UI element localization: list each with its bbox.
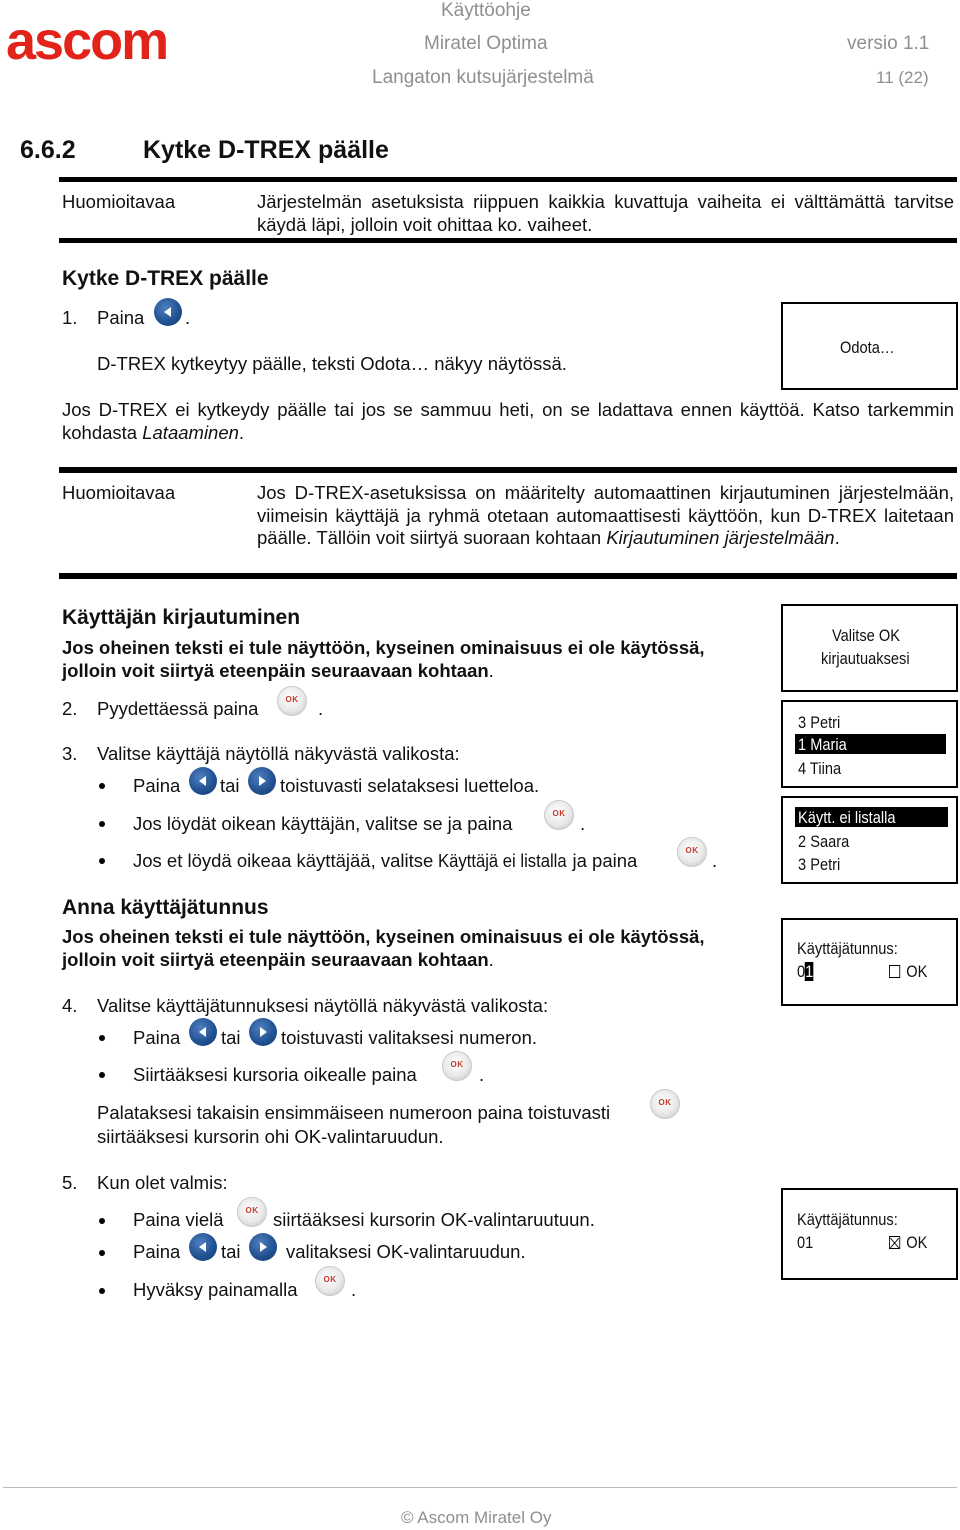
step1-number: 1. (62, 307, 78, 328)
screen-wait-text: Odota… (840, 338, 895, 357)
screen-userid2-ok-label: OK (906, 1233, 928, 1252)
login-b1-pre: Paina (133, 775, 181, 796)
checkbox-empty-icon (889, 965, 900, 978)
screen-userid-cursor: 1 (805, 962, 814, 981)
bullet (99, 783, 105, 789)
c3-text: Hyväksy painamalla (133, 1279, 298, 1300)
step3-number: 3. (62, 743, 78, 764)
step2-text: Pyydettäessä paina (97, 698, 259, 719)
userid-b2-text: Siirtääksesi kursoria oikealle paina (133, 1064, 417, 1085)
note2-label: Huomioitavaa (62, 482, 176, 503)
userid-b1-post: toistuvasti valitaksesi numeron. (281, 1027, 538, 1048)
login-b3-end: . (712, 850, 718, 871)
step1-desc-code: Odota… (360, 353, 430, 374)
note2-top-rule (59, 467, 957, 473)
ok-key-icon: OK (237, 1197, 267, 1227)
step1-description (97, 353, 567, 376)
login-b3-code: Käyttäjä ei listalla (438, 850, 568, 871)
charge-paragraph-text: Jos D-TREX ei kytkeydy päälle tai jos se sammuu heti, on se ladattava ennen käyttöä. Katso tarkemmin kohdasta (62, 399, 954, 443)
c2-pre: Paina (133, 1241, 181, 1262)
section-title: Kytke D-TREX päälle (143, 136, 389, 164)
step1-desc-post: näkyy näytössä. (434, 353, 567, 374)
userid-heading: Anna käyttäjätunnus (62, 896, 269, 919)
checkbox-checked-icon (889, 1236, 900, 1249)
charge-paragraph (62, 399, 954, 444)
back-line1: Palataksesi takaisin ensimmäiseen numeroon paina toistuvasti (97, 1102, 611, 1123)
step1-desc-pre: D-TREX kytkeytyy päälle, teksti (97, 353, 356, 374)
footer-copyright: © Ascom Miratel Oy (401, 1508, 552, 1527)
screen-users-item: 4 Tiina (798, 759, 842, 778)
screen-userid-entry (781, 918, 958, 1006)
ok-key-icon: OK (315, 1266, 345, 1296)
login-b1-post: toistuvasti selataksesi luetteloa. (280, 775, 540, 796)
step4-number: 4. (62, 995, 78, 1016)
screen-users2-item: 2 Saara (798, 832, 850, 851)
screen-userid2-label: Käyttäjätunnus: (797, 1210, 898, 1229)
login-info (62, 637, 762, 682)
bullet (99, 821, 105, 827)
c1-post-pre: siirtääksesi kursorin (273, 1209, 436, 1230)
login-b1-mid: tai (220, 775, 240, 796)
right-arrow-key-icon (248, 767, 276, 795)
step1-end: . (185, 307, 191, 328)
step3-text: Valitse käyttäjä näytöllä näkyvästä valikosta: (97, 743, 460, 764)
note1-top-rule (59, 177, 957, 182)
ok-key-icon: OK (544, 800, 574, 830)
c1-code: OK (440, 1209, 468, 1230)
note1-label: Huomioitavaa (62, 191, 176, 212)
doc-subtitle: Langaton kutsujärjestelmä (372, 67, 594, 88)
screen-userid-value (797, 960, 813, 983)
userid-info-text: Jos oheinen teksti ei tule näyttöön, kyseinen ominaisuus ei ole käytössä, jolloin voit siirtyä eteenpäin seuraavaan kohtaan (62, 926, 705, 970)
login-link[interactable]: Kirjautuminen järjestelmään (606, 527, 835, 548)
c2-post-pre: valitaksesi (286, 1241, 372, 1262)
bullet (99, 1035, 105, 1041)
step2-end: . (318, 698, 324, 719)
userid-b2-end: . (479, 1064, 485, 1085)
note2-text-end: . (834, 527, 840, 548)
screen-users-selected (795, 734, 946, 754)
screen-userid-confirm (781, 1188, 958, 1280)
screen-userid2-value: 01 (797, 1233, 814, 1252)
ok-key-icon: OK (650, 1089, 680, 1119)
back-line2 (97, 1126, 444, 1149)
c1-post-end: -valintaruutuun. (467, 1209, 595, 1230)
screen-userid-label: Käyttäjätunnus: (797, 939, 898, 958)
step2-number: 2. (62, 698, 78, 719)
login-heading: Käyttäjän kirjautuminen (62, 606, 301, 629)
ok-key-icon: OK (277, 686, 307, 716)
userid-b1-mid: tai (221, 1027, 241, 1048)
left-arrow-key-icon (154, 298, 182, 326)
ok-key-icon: OK (677, 837, 707, 867)
userid-info (62, 926, 762, 971)
screen-users2-item: 3 Petri (798, 855, 841, 874)
version: versio 1.1 (847, 33, 930, 54)
step4-text: Valitse käyttäjätunnuksesi näytöllä näkyvästä valikosta: (97, 995, 549, 1016)
ascom-logo: ascom (6, 11, 168, 71)
bullet (99, 1072, 105, 1078)
section-number: 6.6.2 (20, 136, 76, 164)
screen-select-ok (781, 604, 958, 692)
note2-text-body: Jos D-TREX-asetuksissa on määritelty automaattinen kirjautuminen järjestelmään, viimeisin käyttäjä ja ryhmä otetaan automaattisesti käyttöön, kun D-TREX laitetaan päälle. Tällöin voit siirtyä suoraan kohtaan (257, 482, 954, 548)
c1-pre: Paina vielä (133, 1209, 224, 1230)
bullet (99, 1218, 105, 1224)
back-line2-code: OK (294, 1126, 322, 1147)
login-info-text: Jos oheinen teksti ei tule näyttöön, kyseinen ominaisuus ei ole käytössä, jolloin voit siirtyä eteenpäin seuraavaan kohtaan (62, 637, 705, 681)
charge-link[interactable]: Lataaminen (142, 421, 239, 443)
login-b3-pre: Jos et löydä oikeaa käyttäjää, valitse (133, 850, 434, 871)
login-b2-end: . (580, 813, 586, 834)
step5-text: Kun olet valmis: (97, 1172, 228, 1193)
ok-key-icon: OK (442, 1051, 472, 1081)
screen-users2-item: Käytt. ei listalla (798, 808, 896, 827)
note2-text (257, 482, 954, 550)
c2-post (286, 1241, 526, 1264)
left-arrow-key-icon (189, 1233, 217, 1261)
step5-number: 5. (62, 1172, 78, 1193)
screen-userid-ok-label: OK (906, 962, 928, 981)
screen-users-item: 3 Petri (798, 713, 841, 732)
back-line2-post: -valintaruudun. (321, 1126, 444, 1147)
left-arrow-key-icon (189, 1018, 217, 1046)
note1-text: Järjestelmän asetuksista riippuen kaikkia kuvattuja vaiheita ei välttämättä tarvitse käydä läpi, jolloin voit ohittaa ko. vaiheet. (257, 191, 954, 235)
screen-users-item: 1 Maria (798, 735, 847, 754)
login-b3-post: ja paina (572, 850, 638, 871)
footer-rule (3, 1487, 957, 1488)
screen-select-ok-line1: Valitse OK (832, 626, 900, 645)
charge-paragraph-end: . (238, 421, 245, 443)
c2-post-end: -valintaruudun. (403, 1241, 526, 1262)
screen-users (781, 700, 958, 788)
bullet (99, 1288, 105, 1294)
userid-info-end: . (488, 948, 494, 970)
screen-users-not-listed (781, 796, 958, 884)
userid-b1-pre: Paina (133, 1027, 181, 1048)
screen-userid-ok (889, 960, 927, 983)
right-arrow-key-icon (249, 1233, 277, 1261)
product-name: Miratel Optima (424, 33, 548, 54)
note1-bottom-rule (59, 238, 957, 243)
left-arrow-key-icon (189, 767, 217, 795)
c2-code: OK (376, 1241, 404, 1262)
c2-mid: tai (221, 1241, 241, 1262)
screen-users2-selected (795, 807, 948, 827)
screen-userid-digit1: 0 (797, 962, 806, 981)
screen-select-ok-line2: kirjautuaksesi (821, 649, 910, 668)
doc-type: Käyttöohje (441, 0, 531, 21)
back-line2-pre: siirtääksesi kursorin ohi (97, 1126, 290, 1147)
power-on-heading: Kytke D-TREX päälle (62, 267, 269, 290)
login-b3-text (133, 850, 637, 873)
page-number: 11 (22) (876, 68, 929, 87)
login-b2-text: Jos löydät oikean käyttäjän, valitse se ja paina (133, 813, 513, 834)
right-arrow-key-icon (249, 1018, 277, 1046)
screen-wait (781, 302, 958, 390)
bullet (99, 1250, 105, 1256)
c1-post (273, 1209, 595, 1232)
c3-end: . (351, 1279, 357, 1300)
login-info-end: . (488, 659, 494, 681)
bullet (99, 858, 105, 864)
step1-text: Paina (97, 307, 145, 328)
note2-bottom-rule (59, 573, 957, 579)
screen-userid2-ok (889, 1231, 927, 1254)
